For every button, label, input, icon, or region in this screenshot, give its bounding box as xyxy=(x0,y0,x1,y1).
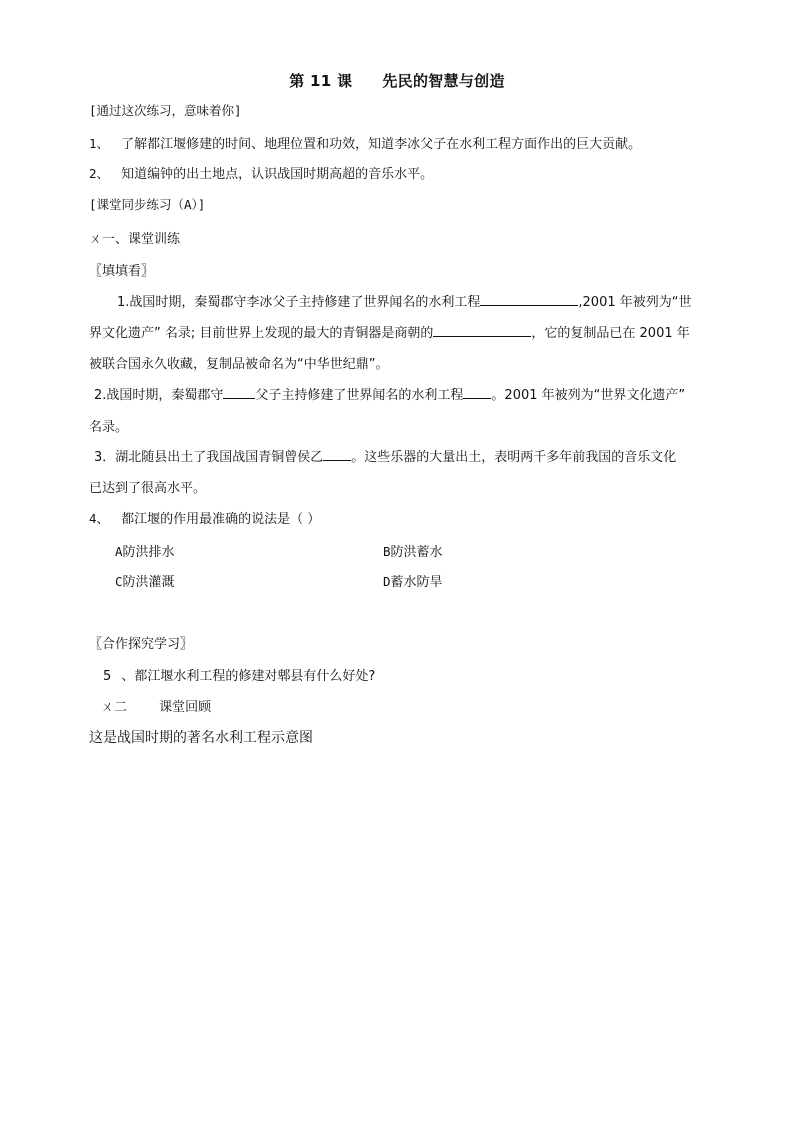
q2-blank-1 xyxy=(223,386,255,399)
q3-blank xyxy=(323,448,351,461)
goal-2-text: 知道编钟的出土地点，认识战国时期高超的音乐水平。 xyxy=(121,167,434,182)
q5 xyxy=(103,665,375,684)
option-a-letter: A xyxy=(115,544,123,559)
q4-text: 都江堰的作用最准确的说法是（ ） xyxy=(121,512,321,527)
lesson-name: 先民的智慧与创造 xyxy=(382,72,505,90)
q3-line-1 xyxy=(94,446,676,465)
option-a-text: 防洪排水 xyxy=(122,545,175,560)
goal-1 xyxy=(89,133,641,152)
page-title xyxy=(0,70,794,91)
practice-heading: [课堂同步练习（A）] xyxy=(89,197,206,212)
coop-heading: 〖合作探究学习〗 xyxy=(89,637,194,652)
q3-text-b: 。这些乐器的大量出土，表明两千多年前我国的音乐文化 xyxy=(351,450,677,465)
q4-option-d[interactable] xyxy=(383,571,443,590)
q2-text-b: 父子主持修建了世界闻名的水利工程 xyxy=(255,388,464,403)
goal-2-number: 2、 xyxy=(89,166,110,181)
diagram-caption: 这是战国时期的著名水利工程示意图 xyxy=(89,730,313,746)
q1-line2-text-b: ，它的复制品已在 2001 年 xyxy=(531,326,690,341)
q1-line2-text-a: 界文化遗产” 名录; 目前世界上发现的最大的青铜器是商朝的 xyxy=(89,326,434,341)
option-b-text: 防洪蓄水 xyxy=(390,545,443,560)
q1-line1-text-b: ,2001 年被列为“世 xyxy=(578,295,692,310)
intro-heading: [通过这次练习，意味着你] xyxy=(89,103,242,118)
q1-line-1 xyxy=(117,291,692,310)
goal-1-number: 1、 xyxy=(89,136,110,151)
goal-1-text: 了解都江堰修建的时间、地理位置和功效，知道李冰父子在水利工程方面作出的巨大贡献。 xyxy=(121,137,642,152)
q5-text: 、都江堰水利工程的修建对郫县有什么好处? xyxy=(121,669,376,684)
q4-option-a[interactable] xyxy=(115,541,175,560)
q2-text-a: 2.战国时期，秦蜀郡守 xyxy=(94,388,224,403)
q2-blank-2 xyxy=(463,386,491,399)
section-two-heading xyxy=(101,696,211,715)
q3-text-a: 3．湖北随县出土了我国战国青铜曾侯乙 xyxy=(94,450,324,465)
lesson-number: 第 11 课 xyxy=(289,72,353,90)
q1-blank-2 xyxy=(433,324,531,337)
section-one-heading: ㄨ一、课堂训练 xyxy=(89,232,181,247)
q1-blank-1 xyxy=(480,293,578,306)
q1-line-3: 被联合国永久收藏，复制品被命名为“中华世纪鼎”。 xyxy=(89,357,389,372)
option-b-letter: B xyxy=(383,544,391,559)
q1-line1-text-a: 1.战国时期，秦蜀郡守李冰父子主持修建了世界闻名的水利工程 xyxy=(117,295,481,310)
q2-line-1 xyxy=(94,384,685,403)
goal-2 xyxy=(89,163,433,182)
option-d-text: 蓄水防旱 xyxy=(390,575,443,590)
q5-number: 5 xyxy=(103,669,112,684)
section-two-label: ㄨ二 xyxy=(101,700,128,715)
option-d-letter: D xyxy=(383,574,391,589)
option-c-text: 防洪灌溉 xyxy=(122,575,175,590)
q1-line-2 xyxy=(89,322,690,341)
q4-option-b[interactable] xyxy=(383,541,443,560)
q4-option-c[interactable] xyxy=(115,571,175,590)
q3-line-2: 已达到了很高水平。 xyxy=(89,481,207,496)
q4-number: 4、 xyxy=(89,511,110,526)
q2-text-c: 。2001 年被列为“世界文化遗产” xyxy=(491,388,686,403)
q2-line-2: 名录。 xyxy=(89,420,129,435)
q4-stem xyxy=(89,508,320,527)
option-c-letter: C xyxy=(115,574,123,589)
fill-heading: 〖填填看〗 xyxy=(89,264,155,279)
section-two-text: 课堂回顾 xyxy=(159,700,212,715)
